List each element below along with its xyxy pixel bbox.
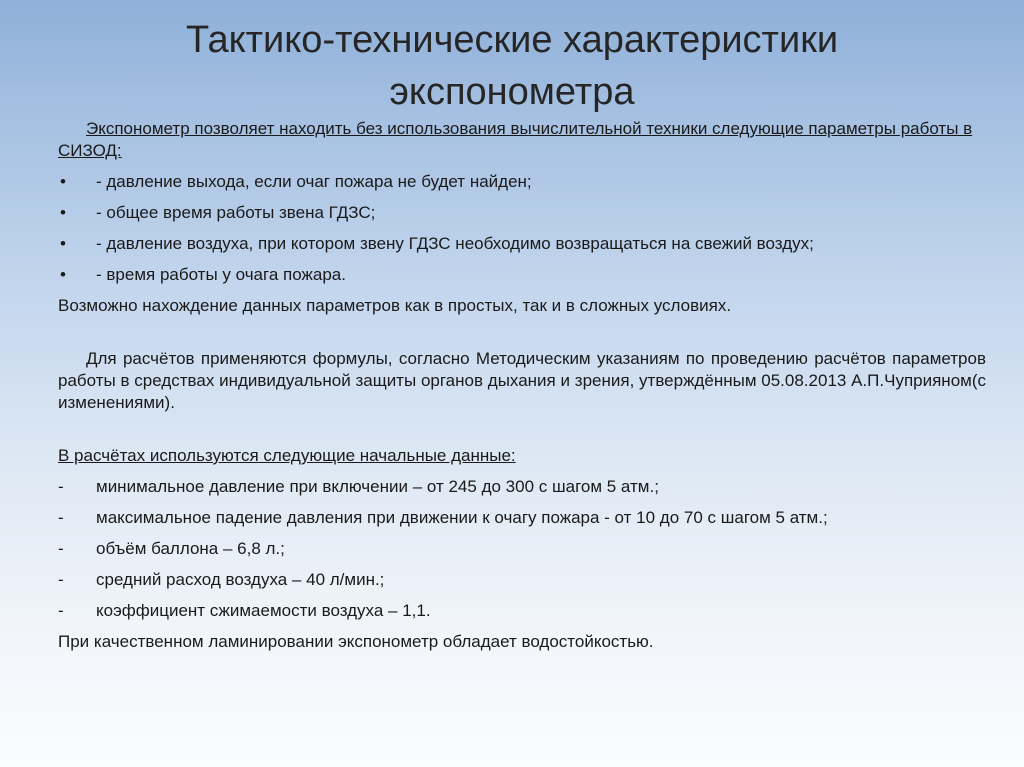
slide-title — [60, 14, 964, 118]
initial-data-item — [58, 538, 986, 560]
bullet-text: - давление воздуха, при котором звену ГДЗС необходимо возвращаться на свежий воздух; — [96, 234, 814, 253]
bullet-marker: • — [60, 203, 66, 222]
bullet-item — [58, 264, 986, 286]
dash-marker: - — [58, 477, 64, 496]
intro-paragraph: Экспонометр позволяет находить без использования вычислительной техники следующие параметры работы в СИЗОД: — [58, 119, 973, 160]
initial-data-text: коэффициент сжимаемости воздуха – 1,1. — [96, 601, 431, 620]
dash-marker: - — [58, 539, 64, 558]
dash-marker: - — [58, 601, 64, 620]
bullet-text: - время работы у очага пожара. — [96, 265, 346, 284]
bullet-item — [58, 171, 986, 193]
bullet-text: - общее время работы звена ГДЗС; — [96, 203, 376, 222]
bullet-marker: • — [60, 234, 66, 253]
slide-body — [58, 118, 986, 653]
formula-paragraph: Для расчётов применяются формулы, согласно Методическим указаниям по проведению расчётов параметров работы в средствах индивидуальной защиты органов дыхания и зрения, утверждённым 05.08.2013 А.П.Чуприяном(с изменениями). — [58, 349, 986, 412]
bullet-item — [58, 202, 986, 224]
dash-marker: - — [58, 508, 64, 527]
closing-text: При качественном ламинировании экспонометр обладает водостойкостью. — [58, 632, 654, 651]
initial-data-text: минимальное давление при включении – от 245 до 300 с шагом 5 атм.; — [96, 477, 659, 496]
title-line-2: экспонометра — [389, 71, 635, 113]
initial-data-item — [58, 507, 986, 529]
initial-data-text: максимальное падение давления при движении к очагу пожара - от 10 до 70 с шагом 5 атм.; — [96, 508, 828, 527]
initial-data-text: объём баллона – 6,8 л.; — [96, 539, 285, 558]
conditions-text: Возможно нахождение данных параметров как в простых, так и в сложных условиях. — [58, 296, 732, 315]
bullet-marker: • — [60, 172, 66, 191]
initial-data-item — [58, 569, 986, 591]
initial-data-heading: В расчётах используются следующие начальные данные: — [58, 446, 516, 465]
initial-data-text: средний расход воздуха – 40 л/мин.; — [96, 570, 385, 589]
initial-data-item — [58, 476, 986, 498]
dash-marker: - — [58, 570, 64, 589]
initial-data-item — [58, 600, 986, 622]
bullet-marker: • — [60, 265, 66, 284]
title-line-1: Тактико-технические характеристики — [185, 19, 839, 61]
bullet-item — [58, 233, 986, 255]
bullet-text: - давление выхода, если очаг пожара не будет найден; — [96, 172, 532, 191]
